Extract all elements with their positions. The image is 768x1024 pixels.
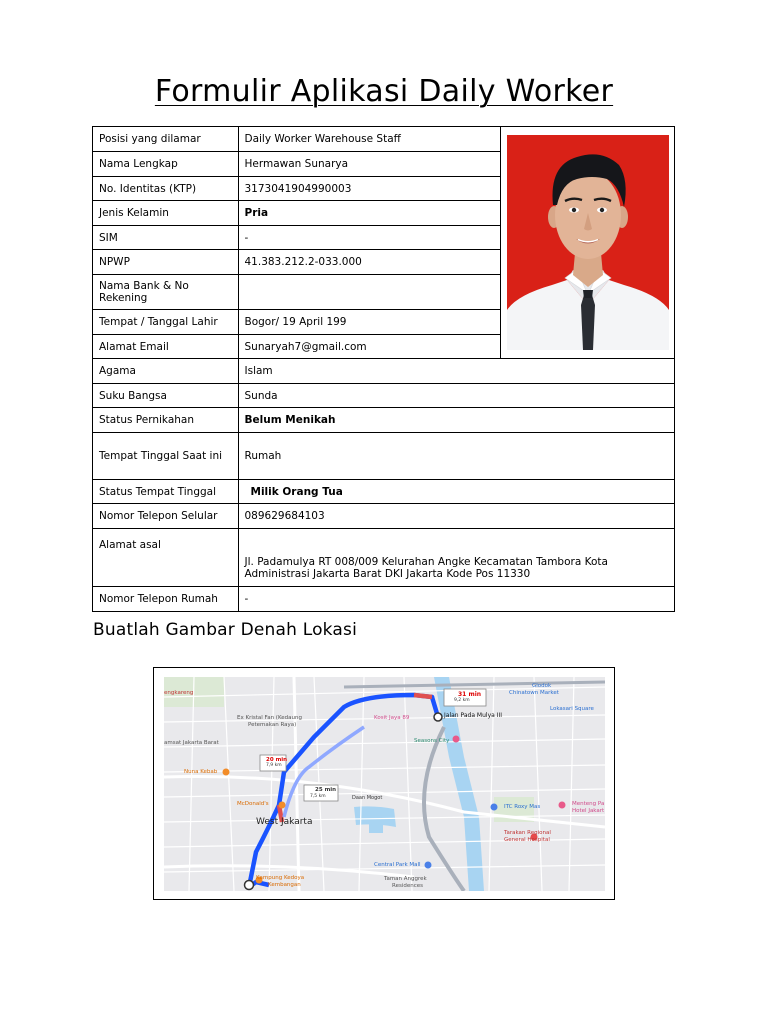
field-value: Jl. Padamulya RT 008/009 Kelurahan Angke Kecamatan Tambora Kota Administrasi Jakarta Barat DKI Jakarta Kode Pos 11330 <box>238 529 675 587</box>
poi-label: Tarakan Regional <box>504 830 551 836</box>
field-value: Hermawan Sunarya <box>238 152 501 177</box>
table-row <box>93 408 675 433</box>
poi-label: Menteng Pa <box>572 801 605 807</box>
poi-label: Chinatown Market <box>509 690 559 696</box>
table-row <box>93 529 675 587</box>
map-illustration <box>164 677 605 891</box>
field-label: Suku Bangsa <box>93 384 239 408</box>
field-value: Milik Orang Tua <box>238 480 675 504</box>
table-row <box>93 359 675 384</box>
field-label: Alamat asal <box>93 529 239 587</box>
poi-label: General Hospital <box>504 837 550 843</box>
field-label: Nomor Telepon Selular <box>93 504 239 529</box>
table-row <box>93 587 675 612</box>
poi-label: Lokasari Square <box>550 706 594 712</box>
field-value: 3173041904990003 <box>238 177 501 201</box>
field-label: Nama Lengkap <box>93 152 239 177</box>
poi-label: McDonald's <box>237 801 269 807</box>
poi-label: Kampung Kedoya <box>256 875 305 881</box>
field-value: Belum Menikah <box>238 408 675 433</box>
poi-label: Taman Anggrek <box>384 876 427 882</box>
field-label: Agama <box>93 359 239 384</box>
table-row <box>93 127 675 152</box>
field-label: Status Pernikahan <box>93 408 239 433</box>
field-value: Bogor/ 19 April 199 <box>238 310 501 335</box>
poi-label: Glodok <box>532 683 552 689</box>
field-value <box>238 275 501 310</box>
field-value: - <box>238 587 675 612</box>
field-label: Nomor Telepon Rumah <box>93 587 239 612</box>
photo-cell <box>501 127 675 359</box>
field-value: - <box>238 226 501 250</box>
poi-label: Kembangan <box>268 882 301 888</box>
table-row <box>93 480 675 504</box>
field-label: Nama Bank & No Rekening <box>93 275 239 310</box>
field-label: NPWP <box>93 250 239 275</box>
field-label: Posisi yang dilamar <box>93 127 239 152</box>
poi-label: Hotel Jakart <box>572 808 605 814</box>
field-label: Jenis Kelamin <box>93 201 239 226</box>
field-label: Alamat Email <box>93 335 239 359</box>
applicant-portrait-illustration <box>507 135 669 350</box>
field-label: Tempat / Tanggal Lahir <box>93 310 239 335</box>
application-form-table <box>92 126 675 612</box>
poi-label: Seasons City <box>414 738 450 744</box>
field-label: Tempat Tinggal Saat ini <box>93 433 239 480</box>
map-frame <box>153 667 615 900</box>
field-value: 41.383.212.2-033.000 <box>238 250 501 275</box>
area-label: amsat Jakarta Barat <box>164 740 219 746</box>
poi-label: Residences <box>392 883 423 889</box>
poi-label: Nuna Kebab <box>184 769 218 775</box>
table-row <box>93 504 675 529</box>
table-row <box>93 384 675 408</box>
field-value: Daily Worker Warehouse Staff <box>238 127 501 152</box>
field-label: SIM <box>93 226 239 250</box>
table-row <box>93 433 675 480</box>
poi-label: Petemakan Raya) <box>248 722 297 728</box>
field-label: No. Identitas (KTP) <box>93 177 239 201</box>
destination-label: Jalan Pada Mulya III <box>444 712 503 719</box>
route-time-label: 31 min <box>458 691 482 698</box>
road-label: Daan Mogot <box>352 795 383 801</box>
field-value: Sunda <box>238 384 675 408</box>
poi-label: ITC Roxy Mas <box>504 804 541 810</box>
poi-label: Central Park Mall <box>374 862 421 868</box>
location-map <box>164 677 605 891</box>
route-time-label: 20 min <box>266 757 288 763</box>
poi-label: Kosit Jaya 89 <box>374 715 410 721</box>
district-label: West Jakarta <box>256 817 313 827</box>
area-label: engkareng <box>164 690 194 696</box>
field-value: Rumah <box>238 433 675 480</box>
route-distance-label: 7,9 km <box>266 763 282 768</box>
form-title: Formulir Aplikasi Daily Worker <box>154 74 614 109</box>
field-label: Status Tempat Tinggal <box>93 480 239 504</box>
route-distance-label: 9,2 km <box>454 698 470 703</box>
field-value: Islam <box>238 359 675 384</box>
applicant-photo <box>507 135 669 350</box>
field-value: 089629684103 <box>238 504 675 529</box>
poi-label: Ex Kristal Fan (Kedaung <box>237 715 302 721</box>
field-value: Sunaryah7@gmail.com <box>238 335 501 359</box>
route-distance-label: 7,5 km <box>310 794 326 799</box>
route-time-label: 25 min <box>315 787 337 793</box>
field-value: Pria <box>238 201 501 226</box>
map-section-heading: Buatlah Gambar Denah Lokasi <box>93 620 358 640</box>
